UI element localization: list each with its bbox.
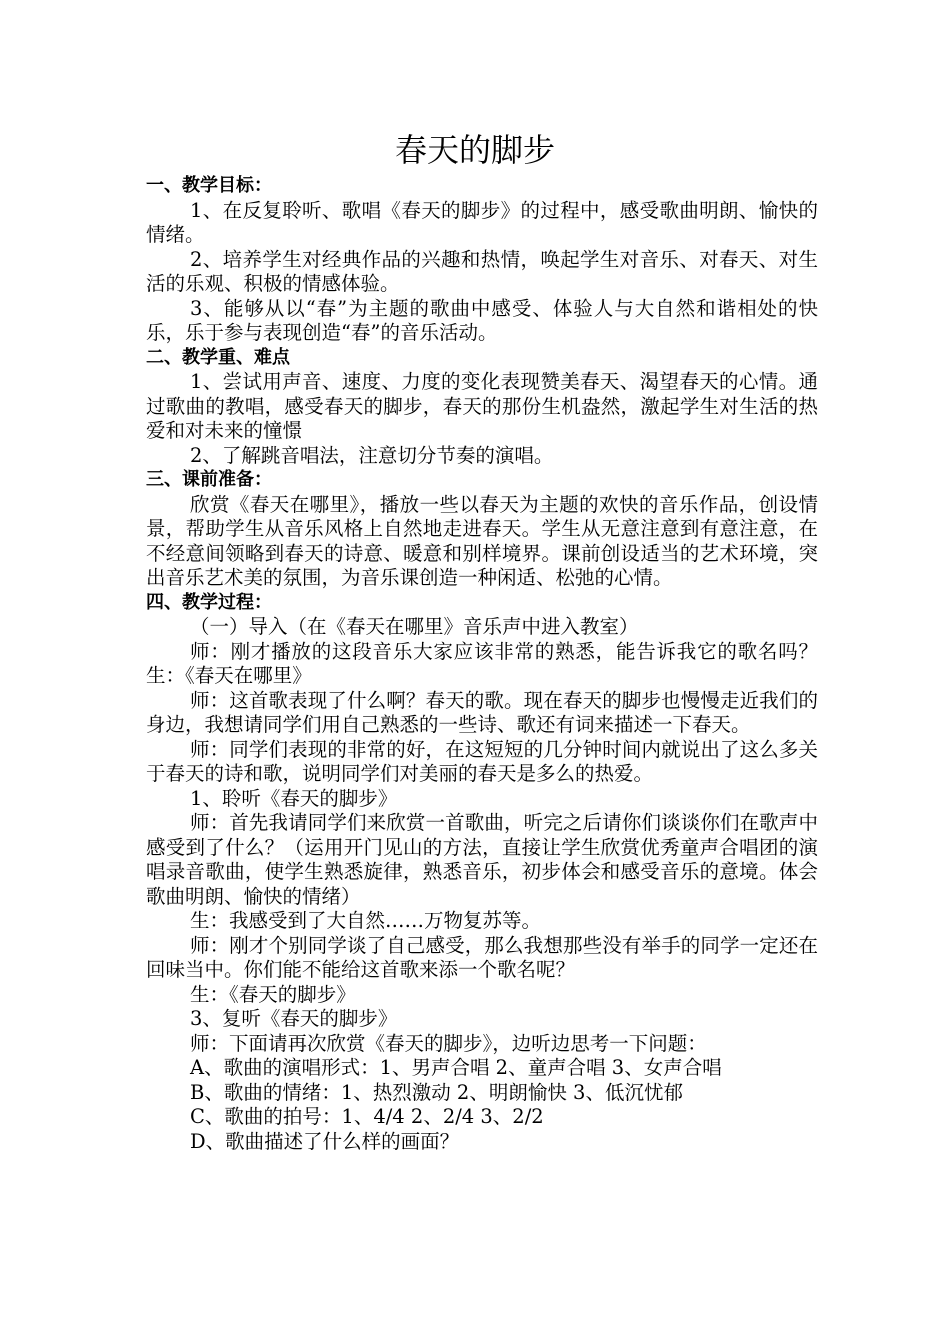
paragraph: 1、尝试用声音、速度、力度的变化表现赞美春天、渴望春天的心情。通过歌曲的教唱，感受春天的脚步，春天的那份生机盎然，激起学生对生活的热爱和对未来的憧憬 [146,370,818,442]
paragraph: 3、能够从以“春”为主题的歌曲中感受、体验人与大自然和谐相处的快乐，乐于参与表现创造“春”的音乐活动。 [146,296,818,344]
section-heading: 一、教学目标： [146,175,272,196]
paragraph: 师：首先我请同学们来欣赏一首歌曲，听完之后请你们谈谈你们在歌声中感受到了什么？（运用开门见山的方法，直接让学生欣赏优秀童声合唱团的演唱录音歌曲，使学生熟悉旋律，熟悉音乐，初步体会和感受音乐的意境。体会歌曲明朗、愉快的情绪） [146,811,818,908]
page-title: 春天的脚步 [394,131,555,169]
paragraph: 师：这首歌表现了什么啊？春天的歌。现在春天的脚步也慢慢走近我们的身边，我想请同学们用自己熟悉的一些诗、歌还有词来描述一下春天。 [146,688,818,736]
paragraph: 师：下面请再次欣赏《春天的脚步》，边听边思考一下问题： [190,1031,707,1055]
section-heading: 二、教学重、难点 [146,346,290,368]
paragraph: 师：刚才播放的这段音乐大家应该非常的熟悉，能告诉我它的歌名吗？ 生：《春天在哪里》 [146,639,838,687]
paragraph: 2、培养学生对经典作品的兴趣和热情，唤起学生对音乐、对春天、对生活的乐观、积极的情感体验。 [146,247,818,295]
paragraph: 欣赏《春天在哪里》，播放一些以春天为主题的欢快的音乐作品，创设情景，帮助学生从音乐风格上自然地走进春天。学生从无意注意到有意注意，在不经意间领略到春天的诗意、暖意和别样境界。课前创设适当的艺术环境，突出音乐艺术美的氛围，为音乐课创造一种闲适、松弛的心情。 [146,492,818,589]
paragraph: 师：同学们表现的非常的好，在这短短的几分钟时间内就说出了这么多关于春天的诗和歌，说明同学们对美丽的春天是多么的热爱。 [146,737,818,785]
paragraph: 生：我感受到了大自然……万物复苏等。 [190,909,542,932]
paragraph: C、歌曲的拍号：1、4/4 2、2/4 3、2/2 [190,1105,544,1128]
paragraph: 1、聆听《春天的脚步》 [190,786,398,810]
section-heading: 三、课前准备： [146,469,272,490]
paragraph: D、歌曲描述了什么样的画面？ [190,1129,460,1153]
paragraph: 师：刚才个别同学谈了自己感受，那么我想那些没有举手的同学一定还在回味当中。你们能不能给这首歌来添一个歌名呢？ [146,933,818,981]
paragraph: 2、了解跳音唱法，注意切分节奏的演唱。 [190,443,554,467]
paragraph: B、歌曲的情绪：1、热烈激动 2、明朗愉快 3、低沉忧郁 [190,1080,683,1104]
document-body [146,174,838,1154]
paragraph: A、歌曲的演唱形式：1、男声合唱 2、童声合唱 3、女声合唱 [190,1056,722,1079]
paragraph: 生：《春天的脚步》 [190,982,356,1006]
paragraph: 1、在反复聆听、歌唱《春天的脚步》的过程中，感受歌曲明朗、愉快的情绪。 [146,198,818,246]
paragraph: （一）导入（在《春天在哪里》音乐声中进入教室） [190,615,639,638]
section-heading: 四、教学过程： [146,591,272,613]
paragraph: 3、复听《春天的脚步》 [190,1007,398,1030]
